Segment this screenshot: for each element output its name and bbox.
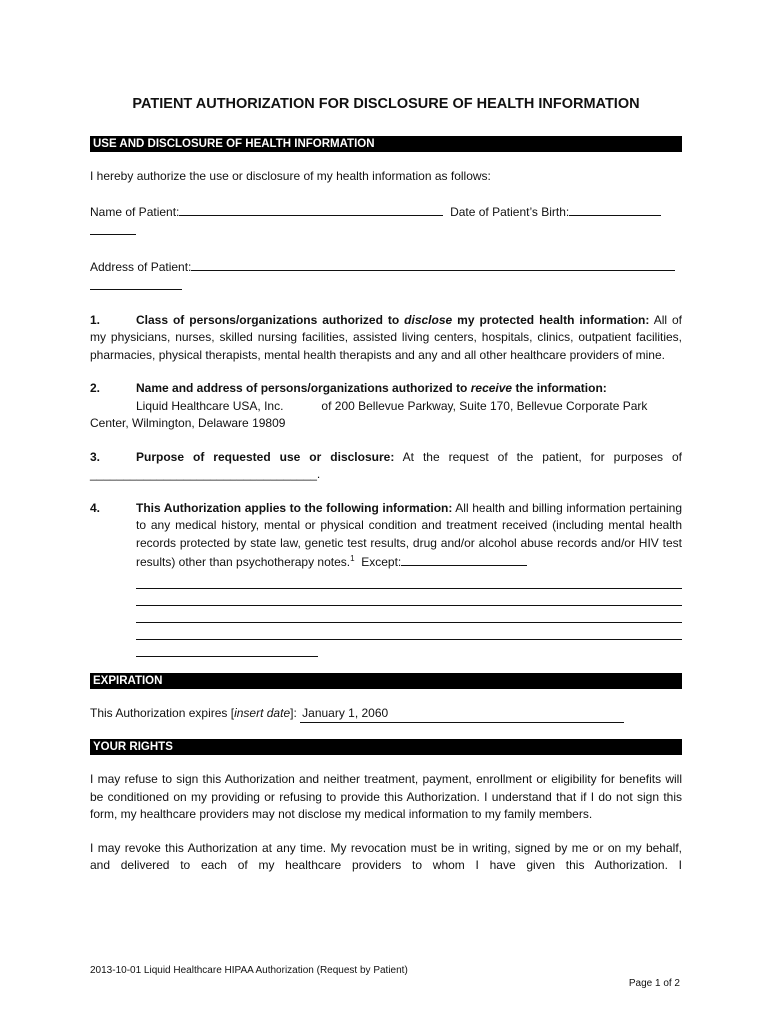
except-line-5[interactable] [136, 640, 318, 657]
except-line-1[interactable] [136, 572, 682, 589]
except-line-2[interactable] [136, 589, 682, 606]
item-1-text: All of my physicians, nurses, skilled nursing facilities, assisted living centers, hospitals, clinics, outpatient facilities, pharmacies, physical therapists, mental health therapists and any and all other healthcare providers of mine. [90, 312, 682, 362]
item-2-org-name: Liquid Healthcare USA, Inc. [136, 398, 284, 413]
address-field-continued[interactable] [90, 276, 182, 290]
item-3 [90, 449, 682, 484]
item-4-text: All health and billing information pertaining to any medical history, mental or physical condition and treatment received (including mental health records protected by state law, genetic test results, drug and/or alcohol abuse records and/or HIV test results) other than psychotherapy notes. [136, 500, 682, 569]
item-3-text: At the request of the patient, for purposes of [402, 449, 682, 464]
item-2-address-line2: Center, Wilmington, Delaware 19809 [90, 416, 286, 430]
address-field[interactable] [191, 257, 675, 271]
item-2-address-line1: of 200 Bellevue Parkway, Suite 170, Bellevue Corporate Park [321, 398, 648, 413]
footnote-marker: 1 [350, 554, 355, 563]
patient-name-label: Name of Patient: [90, 204, 180, 219]
intro-text: I hereby authorize the use or disclosure of my health information as follows: [90, 169, 491, 183]
item-1-heading-emph: disclose [404, 312, 453, 327]
address-label: Address of Patient: [90, 259, 192, 274]
dob-field-continued-row [90, 221, 682, 241]
item-4-heading: This Authorization applies to the following information: [136, 500, 453, 515]
item-3-heading: Purpose of requested use or disclosure: [136, 449, 395, 464]
except-line-3[interactable] [136, 606, 682, 623]
dob-label: Date of Patient’s Birth: [450, 204, 570, 219]
expiration-date-field[interactable]: January 1, 2060 [300, 705, 624, 724]
expiration-label-pre: This Authorization expires [ [90, 705, 235, 720]
address-row [90, 257, 682, 277]
footer-document-id: 2013-10-01 Liquid Healthcare HIPAA Authorization (Request by Patient) [90, 965, 408, 976]
expiration-label-post: ]: [290, 705, 297, 720]
patient-name-field[interactable] [179, 202, 443, 216]
item-2-heading-pre: Name and address of persons/organizations authorized to [136, 381, 471, 395]
footer-page-number: Page 1 of 2 [628, 978, 680, 989]
section-header-expiration: EXPIRATION [90, 673, 682, 689]
item-1-number: 1. [90, 312, 101, 327]
rights-paragraph-1: I may refuse to sign this Authorization and neither treatment, payment, enrollment or eligibility for benefits will be conditioned on my providing or refusing to provide this Authorization. I understand that if I do not sign this form, my healthcare providers may not disclose my medical information to my family members. [90, 772, 682, 821]
item-2 [90, 380, 682, 433]
item-2-number: 2. [90, 381, 101, 395]
document-title: PATIENT AUTHORIZATION FOR DISCLOSURE OF HEALTH INFORMATION [132, 96, 640, 112]
item-3-purpose-field[interactable]: __________________________________. [90, 467, 321, 481]
expiration-row [90, 705, 682, 724]
section-header-use-disclosure: USE AND DISCLOSURE OF HEALTH INFORMATION [90, 136, 682, 152]
section-header-your-rights: YOUR RIGHTS [90, 739, 682, 755]
except-line-4[interactable] [136, 623, 682, 640]
document-body [90, 94, 682, 891]
item-1-heading-pre: Class of persons/organizations authorized to [136, 312, 405, 327]
item-4-number: 4. [90, 500, 101, 515]
patient-name-row [90, 202, 682, 222]
except-label: Except: [361, 555, 402, 569]
except-field[interactable] [401, 552, 527, 566]
dob-field[interactable] [569, 202, 661, 216]
item-3-number: 3. [90, 449, 101, 464]
item-1-heading-post: my protected health information: [452, 312, 650, 327]
address-field-continued-row [90, 276, 682, 296]
expiration-label-italic: insert date [234, 705, 291, 720]
item-2-heading-post: the information: [512, 381, 607, 395]
dob-field-continued[interactable] [90, 221, 136, 235]
item-4 [90, 500, 682, 657]
rights-paragraph-2: I may revoke this Authorization at any time. My revocation must be in writing, signed by me or on my behalf, and delivered to each of my healthcare providers to whom I have given this Authorization. I [90, 840, 682, 872]
item-2-heading-emph: receive [470, 381, 513, 395]
item-1 [90, 312, 682, 365]
